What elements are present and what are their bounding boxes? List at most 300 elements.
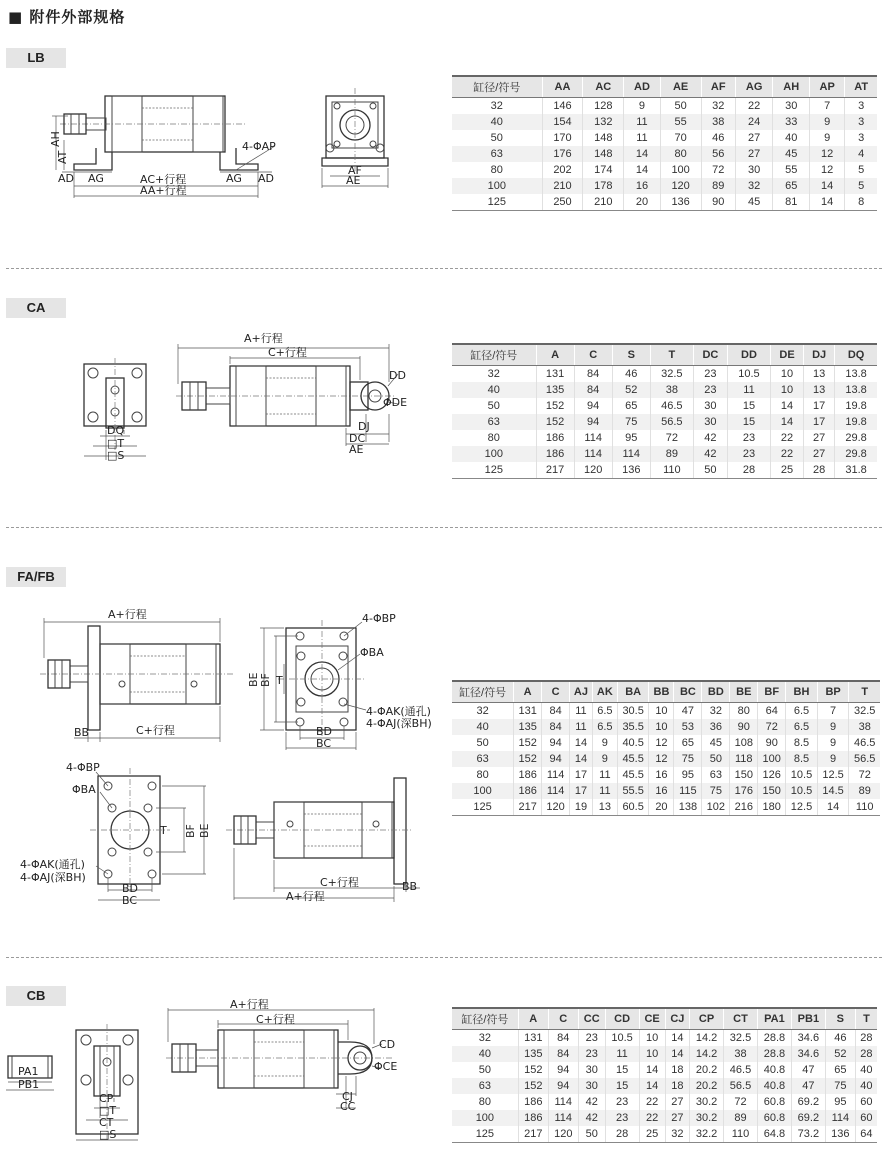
column-header: AG [735, 76, 773, 98]
fa-a-label: A+行程 [108, 608, 147, 621]
table-row [452, 382, 877, 398]
fa-t-label: T [276, 674, 283, 687]
table-cell: 94 [548, 1062, 578, 1078]
table-cell: 63 [702, 767, 730, 783]
table-cell: 114 [825, 1110, 855, 1126]
table-cell: 95 [825, 1094, 855, 1110]
table-cell: 94 [548, 1078, 578, 1094]
column-header: PB1 [791, 1008, 825, 1030]
header-bore-symbol: 缸径/符号 [452, 344, 536, 366]
table-row [452, 446, 877, 462]
table-cell: 152 [536, 398, 574, 414]
table-cell: 32 [701, 98, 735, 115]
table-cell: 30 [735, 162, 773, 178]
table-cell: 176 [730, 783, 758, 799]
table-cell: 7 [809, 98, 844, 115]
lb-ac-label: AC+行程 [140, 173, 187, 186]
table-cell: 18 [665, 1062, 689, 1078]
table-cell: 11 [592, 767, 617, 783]
ca-a-label: A+行程 [244, 332, 283, 345]
table-row [452, 462, 877, 479]
table-cell: 40.8 [757, 1078, 791, 1094]
table-row [452, 98, 877, 115]
table-cell: 50 [702, 751, 730, 767]
table-cell: 118 [730, 751, 758, 767]
table-cell: 136 [612, 462, 650, 479]
table-cell: 5 [845, 178, 877, 194]
bore-size-cell: 50 [478, 1064, 491, 1076]
table-cell: 30.2 [690, 1094, 724, 1110]
column-header: BB [649, 681, 674, 703]
table-cell: 3 [845, 98, 877, 115]
table-cell: 50 [578, 1126, 605, 1143]
table-cell: 45 [702, 735, 730, 751]
cb-drawing [0, 996, 445, 1156]
lb-at-label: AT [56, 150, 69, 164]
table-cell: 23 [578, 1046, 605, 1062]
table-cell: 108 [730, 735, 758, 751]
table-cell: 186 [518, 1110, 548, 1126]
table-cell: 114 [542, 767, 570, 783]
table-cell: 9 [817, 751, 849, 767]
table-cell: 56 [701, 146, 735, 162]
fb-bf-label: BF [184, 824, 197, 838]
section-tag-cb: CB [6, 986, 66, 1006]
table-cell: 69.2 [791, 1094, 825, 1110]
table-cell: 4 [845, 146, 877, 162]
table-cell: 53 [674, 719, 702, 735]
cb-c-label: C+行程 [256, 1013, 295, 1026]
table-cell: 11 [592, 783, 617, 799]
table-cell: 40.5 [617, 735, 649, 751]
table-cell: 33 [773, 114, 810, 130]
fb-bp-label: 4-ΦBP [66, 761, 100, 774]
table-cell: 14 [570, 751, 593, 767]
table-cell: 16 [649, 783, 674, 799]
table-cell: 89 [724, 1110, 758, 1126]
fafb-spec-table [452, 680, 880, 816]
table-cell: 11 [624, 130, 661, 146]
fa-bp-label: 4-ΦBP [362, 612, 396, 625]
ca-spec-table [452, 343, 877, 479]
table-cell: 152 [518, 1078, 548, 1094]
bore-size-cell: 100 [452, 178, 542, 194]
column-header: BE [730, 681, 758, 703]
table-cell: 14 [665, 1030, 689, 1047]
table-cell: 69.2 [791, 1110, 825, 1126]
table-cell: 202 [542, 162, 583, 178]
table-cell: 28 [804, 462, 835, 479]
table-cell: 30 [578, 1062, 605, 1078]
table-cell: 50 [660, 98, 701, 115]
table-cell: 3 [845, 114, 877, 130]
table-cell: 20 [624, 194, 661, 211]
table-cell: 38 [849, 719, 880, 735]
table-cell: 20.2 [690, 1062, 724, 1078]
bore-size-cell: 80 [476, 769, 489, 781]
table-cell: 10 [649, 703, 674, 720]
table-cell: 84 [574, 382, 612, 398]
table-cell: 11 [605, 1046, 639, 1062]
table-cell: 9 [809, 114, 844, 130]
table-row [452, 366, 877, 383]
table-cell: 42 [693, 430, 727, 446]
table-cell: 23 [578, 1030, 605, 1047]
table-cell: 176 [542, 146, 583, 162]
table-cell: 217 [514, 799, 542, 816]
table-cell: 60.5 [617, 799, 649, 816]
bore-size-cell: 32 [490, 100, 503, 112]
table-cell: 14 [817, 799, 849, 816]
table-cell: 14 [624, 146, 661, 162]
table-row [452, 162, 877, 178]
table-cell: 30.2 [690, 1110, 724, 1126]
lb-ap-label: 4-ΦAP [242, 140, 276, 153]
table-cell: 131 [536, 366, 574, 383]
cb-ct-label: CT [99, 1116, 114, 1129]
table-cell: 35.5 [617, 719, 649, 735]
table-cell: 55 [773, 162, 810, 178]
table-cell: 20 [649, 799, 674, 816]
table-cell: 65 [674, 735, 702, 751]
column-header: PA1 [757, 1008, 791, 1030]
table-row [452, 178, 877, 194]
table-cell: 23 [727, 446, 770, 462]
lb-spec-table [452, 75, 877, 211]
table-cell: 36 [702, 719, 730, 735]
table-cell: 135 [518, 1046, 548, 1062]
column-header: BH [786, 681, 818, 703]
table-cell: 27 [665, 1110, 689, 1126]
table-cell: 138 [674, 799, 702, 816]
table-cell: 120 [660, 178, 701, 194]
table-cell: 13.8 [835, 382, 877, 398]
table-cell: 10 [649, 719, 674, 735]
table-cell: 19.8 [835, 398, 877, 414]
column-header: AT [845, 76, 877, 98]
table-cell: 17 [570, 767, 593, 783]
table-cell: 152 [518, 1062, 548, 1078]
table-cell: 42 [693, 446, 727, 462]
fa-bf-label: BF [259, 673, 272, 687]
table-cell: 60 [855, 1110, 877, 1126]
bore-size-cell: 125 [452, 799, 514, 816]
table-cell: 72 [724, 1094, 758, 1110]
column-header: T [849, 681, 880, 703]
section-divider [6, 527, 882, 528]
table-cell: 40 [855, 1078, 877, 1094]
table-cell: 150 [758, 783, 786, 799]
bore-size-cell: 63 [452, 1078, 518, 1094]
column-header: S [825, 1008, 855, 1030]
bore-size-cell: 63 [452, 751, 514, 767]
table-cell: 27 [804, 446, 835, 462]
table-row [452, 194, 877, 211]
table-cell: 14 [809, 194, 844, 211]
table-cell: 90 [730, 719, 758, 735]
table-cell: 22 [771, 430, 804, 446]
lb-af-label: AF [348, 164, 362, 177]
table-cell: 14 [624, 162, 661, 178]
table-cell: 45.5 [617, 767, 649, 783]
table-cell: 22 [639, 1094, 665, 1110]
bore-size-cell: 80 [478, 1096, 491, 1108]
table-cell: 38 [724, 1046, 758, 1062]
table-cell: 42 [578, 1110, 605, 1126]
table-cell: 120 [548, 1126, 578, 1143]
table-cell: 60.8 [757, 1094, 791, 1110]
table-cell: 56.5 [650, 414, 693, 430]
table-cell: 56.5 [849, 751, 880, 767]
cb-a-label: A+行程 [230, 998, 269, 1011]
table-cell: 40.8 [757, 1062, 791, 1078]
table-row [452, 430, 877, 446]
table-cell: 12.5 [786, 799, 818, 816]
bore-size-cell: 80 [490, 164, 503, 176]
table-cell: 22 [735, 98, 773, 115]
table-row [452, 130, 877, 146]
table-cell: 12 [649, 751, 674, 767]
column-header: A [514, 681, 542, 703]
lb-ag-right-label: AG [226, 172, 242, 185]
table-cell: 152 [514, 735, 542, 751]
fb-aj-label: 4-ΦAJ(深BH) [20, 871, 86, 884]
column-header: DQ [835, 344, 877, 366]
cb-pb1-label: PB1 [18, 1078, 40, 1091]
table-cell: 32 [735, 178, 773, 194]
ca-drawing [0, 330, 440, 470]
ca-dq-label: DQ [107, 424, 125, 437]
table-cell: 27 [665, 1094, 689, 1110]
table-cell: 152 [514, 751, 542, 767]
table-cell: 6.5 [786, 719, 818, 735]
table-cell: 70 [660, 130, 701, 146]
bore-size-cell: 80 [487, 432, 500, 444]
column-header: AD [624, 76, 661, 98]
table-cell: 13.8 [835, 366, 877, 383]
table-cell: 28 [855, 1046, 877, 1062]
fb-bd-label: BD [122, 882, 139, 895]
table-cell: 114 [542, 783, 570, 799]
table-cell: 14 [665, 1046, 689, 1062]
table-cell: 29.8 [835, 446, 877, 462]
table-cell: 52 [612, 382, 650, 398]
column-header: BC [674, 681, 702, 703]
table-cell: 47 [674, 703, 702, 720]
table-cell: 46 [612, 366, 650, 383]
table-cell: 65 [825, 1062, 855, 1078]
table-row [452, 703, 880, 720]
table-cell: 152 [536, 414, 574, 430]
column-header: A [518, 1008, 548, 1030]
table-cell: 84 [548, 1030, 578, 1047]
table-cell: 131 [514, 703, 542, 720]
bore-size-cell: 32 [487, 368, 500, 380]
table-cell: 27 [735, 146, 773, 162]
table-cell: 75 [825, 1078, 855, 1094]
lb-ag-left-label: AG [88, 172, 104, 185]
table-row [452, 114, 877, 130]
column-header: CT [724, 1008, 758, 1030]
table-cell: 84 [574, 366, 612, 383]
table-cell: 10.5 [786, 783, 818, 799]
table-cell: 12 [649, 735, 674, 751]
table-row [452, 719, 880, 735]
table-cell: 30 [693, 398, 727, 414]
table-cell: 126 [758, 767, 786, 783]
column-header: C [542, 681, 570, 703]
table-cell: 94 [542, 735, 570, 751]
table-cell: 250 [542, 194, 583, 211]
table-cell: 47 [791, 1078, 825, 1094]
table-cell: 46.5 [650, 398, 693, 414]
table-cell: 45 [735, 194, 773, 211]
header-bore-symbol: 缸径/符号 [452, 76, 542, 98]
page-title: ■ 附件外部规格 [8, 8, 126, 26]
table-cell: 146 [542, 98, 583, 115]
table-cell: 73.2 [791, 1126, 825, 1143]
table-cell: 120 [574, 462, 612, 479]
column-header: T [650, 344, 693, 366]
table-cell: 47 [791, 1062, 825, 1078]
table-row [452, 1030, 877, 1047]
table-cell: 32 [665, 1126, 689, 1143]
table-cell: 115 [674, 783, 702, 799]
table-cell: 217 [536, 462, 574, 479]
table-cell: 32.5 [650, 366, 693, 383]
table-cell: 27 [804, 430, 835, 446]
table-cell: 148 [583, 130, 624, 146]
bore-size-cell: 32 [478, 1032, 491, 1044]
table-cell: 10 [771, 366, 804, 383]
table-cell: 75 [612, 414, 650, 430]
table-cell: 38 [701, 114, 735, 130]
table-cell: 14.2 [690, 1030, 724, 1047]
bore-size-cell: 40 [452, 719, 514, 735]
table-cell: 72 [650, 430, 693, 446]
table-row [452, 1062, 877, 1078]
bore-size-cell: 100 [452, 1110, 518, 1126]
table-cell: 178 [583, 178, 624, 194]
table-cell: 13 [804, 366, 835, 383]
table-cell: 6.5 [592, 703, 617, 720]
table-cell: 120 [542, 799, 570, 816]
table-cell: 14 [771, 414, 804, 430]
table-header-row [452, 681, 880, 703]
fb-bc-label: BC [122, 894, 138, 907]
table-cell: 95 [674, 767, 702, 783]
table-cell: 75 [702, 783, 730, 799]
table-cell: 15 [605, 1062, 639, 1078]
table-cell: 17 [804, 398, 835, 414]
fb-a-label: A+行程 [286, 890, 325, 903]
table-cell: 3 [845, 130, 877, 146]
table-cell: 150 [730, 767, 758, 783]
table-cell: 131 [518, 1030, 548, 1047]
table-cell: 34.6 [791, 1046, 825, 1062]
table-cell: 84 [542, 719, 570, 735]
cb-pa1-label: PA1 [18, 1065, 39, 1078]
ca-de-label: ΦDE [383, 396, 408, 409]
bore-size-cell: 125 [452, 1126, 518, 1143]
table-cell: 50 [693, 462, 727, 479]
column-header: BD [702, 681, 730, 703]
table-cell: 14.2 [690, 1046, 724, 1062]
column-header: AC [583, 76, 624, 98]
table-cell: 6.5 [592, 719, 617, 735]
table-cell: 22 [771, 446, 804, 462]
table-cell: 32.5 [724, 1030, 758, 1047]
lb-ah-label: AH [49, 131, 62, 147]
table-cell: 40 [773, 130, 810, 146]
table-cell: 14.5 [817, 783, 849, 799]
table-cell: 186 [536, 430, 574, 446]
table-row [452, 1046, 877, 1062]
table-cell: 40 [855, 1062, 877, 1078]
table-cell: 17 [570, 783, 593, 799]
table-cell: 32.2 [690, 1126, 724, 1143]
table-cell: 11 [570, 703, 593, 720]
table-cell: 7 [817, 703, 849, 720]
table-cell: 14 [639, 1078, 665, 1094]
column-header: AH [773, 76, 810, 98]
table-cell: 25 [639, 1126, 665, 1143]
table-cell: 46 [825, 1030, 855, 1047]
table-cell: 136 [660, 194, 701, 211]
fa-ak-label: 4-ΦAK(通孔) [366, 705, 431, 718]
section-tag-lb: LB [6, 48, 66, 68]
table-cell: 13 [592, 799, 617, 816]
section-tag-ca: CA [6, 298, 66, 318]
table-cell: 9 [817, 735, 849, 751]
table-cell: 13 [804, 382, 835, 398]
table-cell: 65 [773, 178, 810, 194]
table-cell: 102 [702, 799, 730, 816]
column-header: S [612, 344, 650, 366]
table-cell: 32.5 [849, 703, 880, 720]
fafb-drawing [0, 600, 445, 910]
fa-c-label: C+行程 [136, 724, 175, 737]
fa-be-label: BE [247, 672, 260, 687]
column-header: AP [809, 76, 844, 98]
table-cell: 8.5 [786, 751, 818, 767]
ca-t-label: □T [107, 437, 125, 450]
table-cell: 22 [639, 1110, 665, 1126]
table-cell: 12 [809, 162, 844, 178]
table-cell: 8.5 [786, 735, 818, 751]
bore-size-cell: 40 [452, 114, 542, 130]
bore-size-cell: 125 [452, 462, 536, 479]
column-header: CE [639, 1008, 665, 1030]
table-cell: 10.5 [786, 767, 818, 783]
column-header: CC [578, 1008, 605, 1030]
table-cell: 84 [548, 1046, 578, 1062]
fb-bb-label: BB [402, 880, 418, 893]
column-header: CJ [665, 1008, 689, 1030]
column-header: AJ [570, 681, 593, 703]
table-cell: 114 [574, 446, 612, 462]
table-cell: 6.5 [786, 703, 818, 720]
table-cell: 170 [542, 130, 583, 146]
table-row [452, 799, 880, 816]
table-cell: 90 [758, 735, 786, 751]
ca-c-label: C+行程 [268, 346, 307, 359]
table-cell: 10.5 [605, 1030, 639, 1047]
table-cell: 94 [574, 414, 612, 430]
table-cell: 60.8 [757, 1110, 791, 1126]
table-cell: 186 [518, 1094, 548, 1110]
column-header: DE [771, 344, 804, 366]
